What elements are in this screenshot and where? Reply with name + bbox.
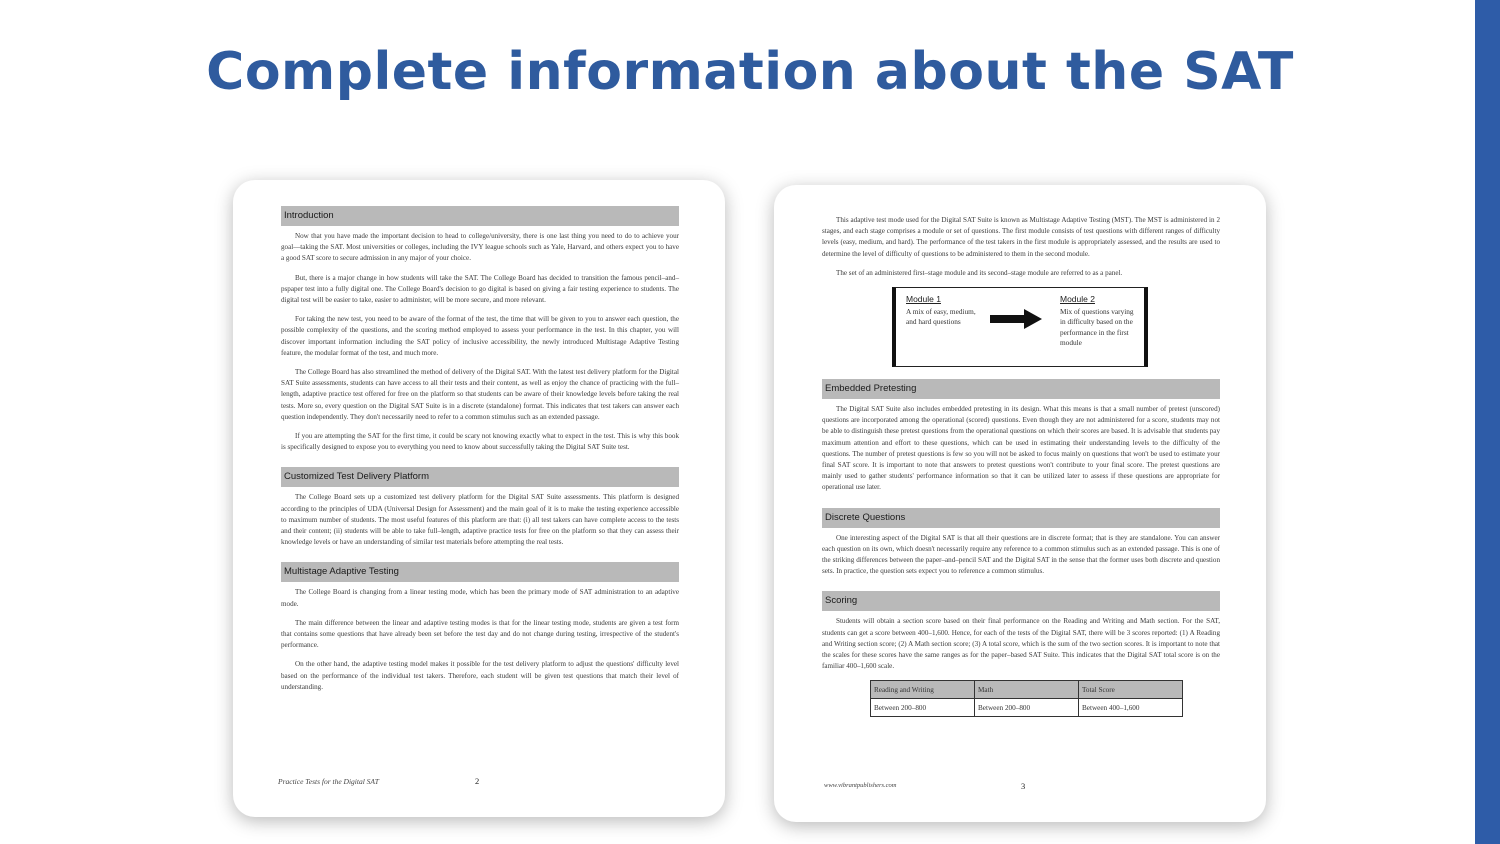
paragraph: On the other hand, the adaptive testing model makes it possible for the test delivery platform to adjust the questions' difficulty level based on the performance of the individual test takers. Therefore, each student will be given test questions that match their level of understanding. <box>281 660 679 691</box>
section-heading-mst: Multistage Adaptive Testing <box>281 562 679 582</box>
paragraph: Now that you have made the important decision to head to college/university, there is one last thing you need to do to achieve your goal—taking the SAT. Most universities or colleges, including the IVY league schools such as Yale, Harvard, and others expect you to have a good SAT score to secure admission in any major of your choice. <box>281 232 679 263</box>
slide-title: Complete information about the SAT <box>206 42 1294 102</box>
page-left-content <box>281 206 679 701</box>
section-heading-platform: Customized Test Delivery Platform <box>281 467 679 487</box>
table-header-row <box>871 681 1183 699</box>
table-header-cell: Reading and Writing <box>871 681 975 699</box>
module-1 <box>906 294 976 328</box>
page-right-content <box>822 211 1220 717</box>
module-1-text: A mix of easy, medium, and hard questions <box>906 306 976 327</box>
score-table <box>870 680 1183 717</box>
table-header-cell: Math <box>975 681 1079 699</box>
arrow-right-icon <box>990 309 1042 329</box>
page-left <box>233 180 725 817</box>
table-row <box>871 699 1183 717</box>
paragraph: The College Board has also streamlined the method of delivery of the Digital SAT. With the latest test delivery platform for the Digital SAT Suite assessments, students can have access to all their tests and their content, as well as enjoy the chance of practicing with the full–length, adaptive practice test offered for free on the platform so that students can be aware of their knowledge levels before taking the real tests. More so, every question on the Digital SAT Suite is in a discrete (standalone) format. This indicates that test takers can answer each question independently. They don't necessarily need to refer to a common stimulus such as an extended passage. <box>281 368 679 421</box>
paragraph: If you are attempting the SAT for the first time, it could be scary not knowing exactly what to expect in the test. This is why this book is specifically designed to expose you to everything you need to know about successfully taking the Digital SAT Suite test. <box>281 432 679 452</box>
paragraph: This adaptive test mode used for the Digital SAT Suite is known as Multistage Adaptive Testing (MST). The MST is administered in 2 stages, and each stage comprises a module or set of questions. The first module consists of test questions with different ranges of difficulty levels (easy, medium, and hard). The performance of the test takers in the first module is appropriately assessed, and the results are used to determine the level of difficulty of questions to be administered to them in the second module. <box>822 216 1220 258</box>
module-2 <box>1060 294 1140 349</box>
page-number: 2 <box>475 776 480 786</box>
mst-diagram <box>892 287 1148 367</box>
module-2-text: Mix of questions varying in difficulty based on the performance in the first module <box>1060 306 1134 348</box>
footer-book-title: Practice Tests for the Digital SAT <box>278 777 379 786</box>
paragraph: But, there is a major change in how students will take the SAT. The College Board has decided to transition the famous pencil–and–pspaper test into a fully digital one. The College Board's decision to go digital is based on giving a fair testing experience to students. The digital test will be easier to take, easier to administer, will be more secure, and more relevant. <box>281 273 679 305</box>
paragraph: The Digital SAT Suite also includes embedded pretesting in its design. What this means is that a small number of pretest (unscored) questions are incorporated among the operational (scored) questions. Even though they are not administered for a score, students may not be able to distinguish these pretest questions from the operational questions on which their scores are based. It is advisable that students pay maximum attention and effort to these questions, which can be used in estimating their understanding levels to the difficulty of the questions. The number of pretest questions is few so you will not be asked to focus mainly on questions that won't be used to estimate your final SAT score. It is important to note that answers to pretest questions won't contribute to your final score. The pretest questions are mainly used to gather students' performance information so that it can be utilized later to assess if these questions are appropriate for operational use later. <box>822 405 1220 492</box>
paragraph: The main difference between the linear and adaptive testing modes is that for the linear testing mode, students are given a test form that contains some questions that have already been set before the test day and do not change during testing, irrespective of the student's performance. <box>281 618 679 650</box>
section-heading-discrete: Discrete Questions <box>822 508 1220 528</box>
paragraph: The College Board sets up a customized test delivery platform for the Digital SAT Suite assessments. This platform is designed according to the principles of UDA (Universal Design for Assessment) and the main goal of it is to make the testing experience accessible to maximum number of students. The most useful features of this platform are that: (i) all test takers can have complete access to the tests and their content; (ii) students will be able to take full–length, adaptive practice tests for free on the platform so that they can assess their knowledge levels or have an understanding of similar test materials before attempting the real tests. <box>281 493 679 547</box>
table-cell: Between 400–1,600 <box>1079 699 1183 717</box>
page-number: 3 <box>1021 781 1026 791</box>
accent-bar <box>1475 0 1500 844</box>
paragraph: The College Board is changing from a linear testing mode, which has been the primary mode of SAT administration to an adaptive mode. <box>281 588 679 608</box>
footer-website: www.vibrantpublishers.com <box>824 782 897 789</box>
table-cell: Between 200–800 <box>975 699 1079 717</box>
paragraph: Students will obtain a section score based on their final performance on the Reading and Writing and Math section. For the SAT, students can get a score between 400–1,600. Hence, for each of the tests of the Digital SAT, there will be 3 scores reported: (1) A Reading and Writing section score; (2) A Math section score; (3) A total score, which is the sum of the two section scores. It is important to note that the scales for these scores have the same ranges as for the paper–based SAT Suite. This indicates that the Digital SAT total score is on the familiar 400–1,600 scale. <box>822 617 1220 671</box>
section-heading-introduction: Introduction <box>281 206 679 226</box>
section-heading-embedded: Embedded Pretesting <box>822 379 1220 399</box>
module-1-title: Module 1 <box>906 294 941 305</box>
paragraph: One interesting aspect of the Digital SAT is that all their questions are in discrete format; that is they are standalone. You can answer each question on its own, which doesn't necessarily require any reference to a common stimulus such as an extended passage. This is one of the striking differences between the paper–and–pencil SAT and the Digital SAT in the sense that the former uses both discrete and question sets. In practice, the question sets expect you to reference a common stimulus. <box>822 533 1220 576</box>
paragraph: The set of an administered first–stage module and its second–stage module are referred to as a panel. <box>836 268 1123 277</box>
module-2-title: Module 2 <box>1060 294 1095 305</box>
page-right <box>774 185 1266 822</box>
table-header-cell: Total Score <box>1079 681 1183 699</box>
table-cell: Between 200–800 <box>871 699 975 717</box>
section-heading-scoring: Scoring <box>822 591 1220 611</box>
paragraph: For taking the new test, you need to be aware of the format of the test, the time that will be given to you to answer each question, the possible complexity of the questions, and the scoring method employed to assess your performance in the test. In this chapter, you will discover important information including the SAT policy of inclusive accessibility, the newly introduced Multistage Adaptive Testing feature, the modular format of the test, and much more. <box>281 315 679 357</box>
